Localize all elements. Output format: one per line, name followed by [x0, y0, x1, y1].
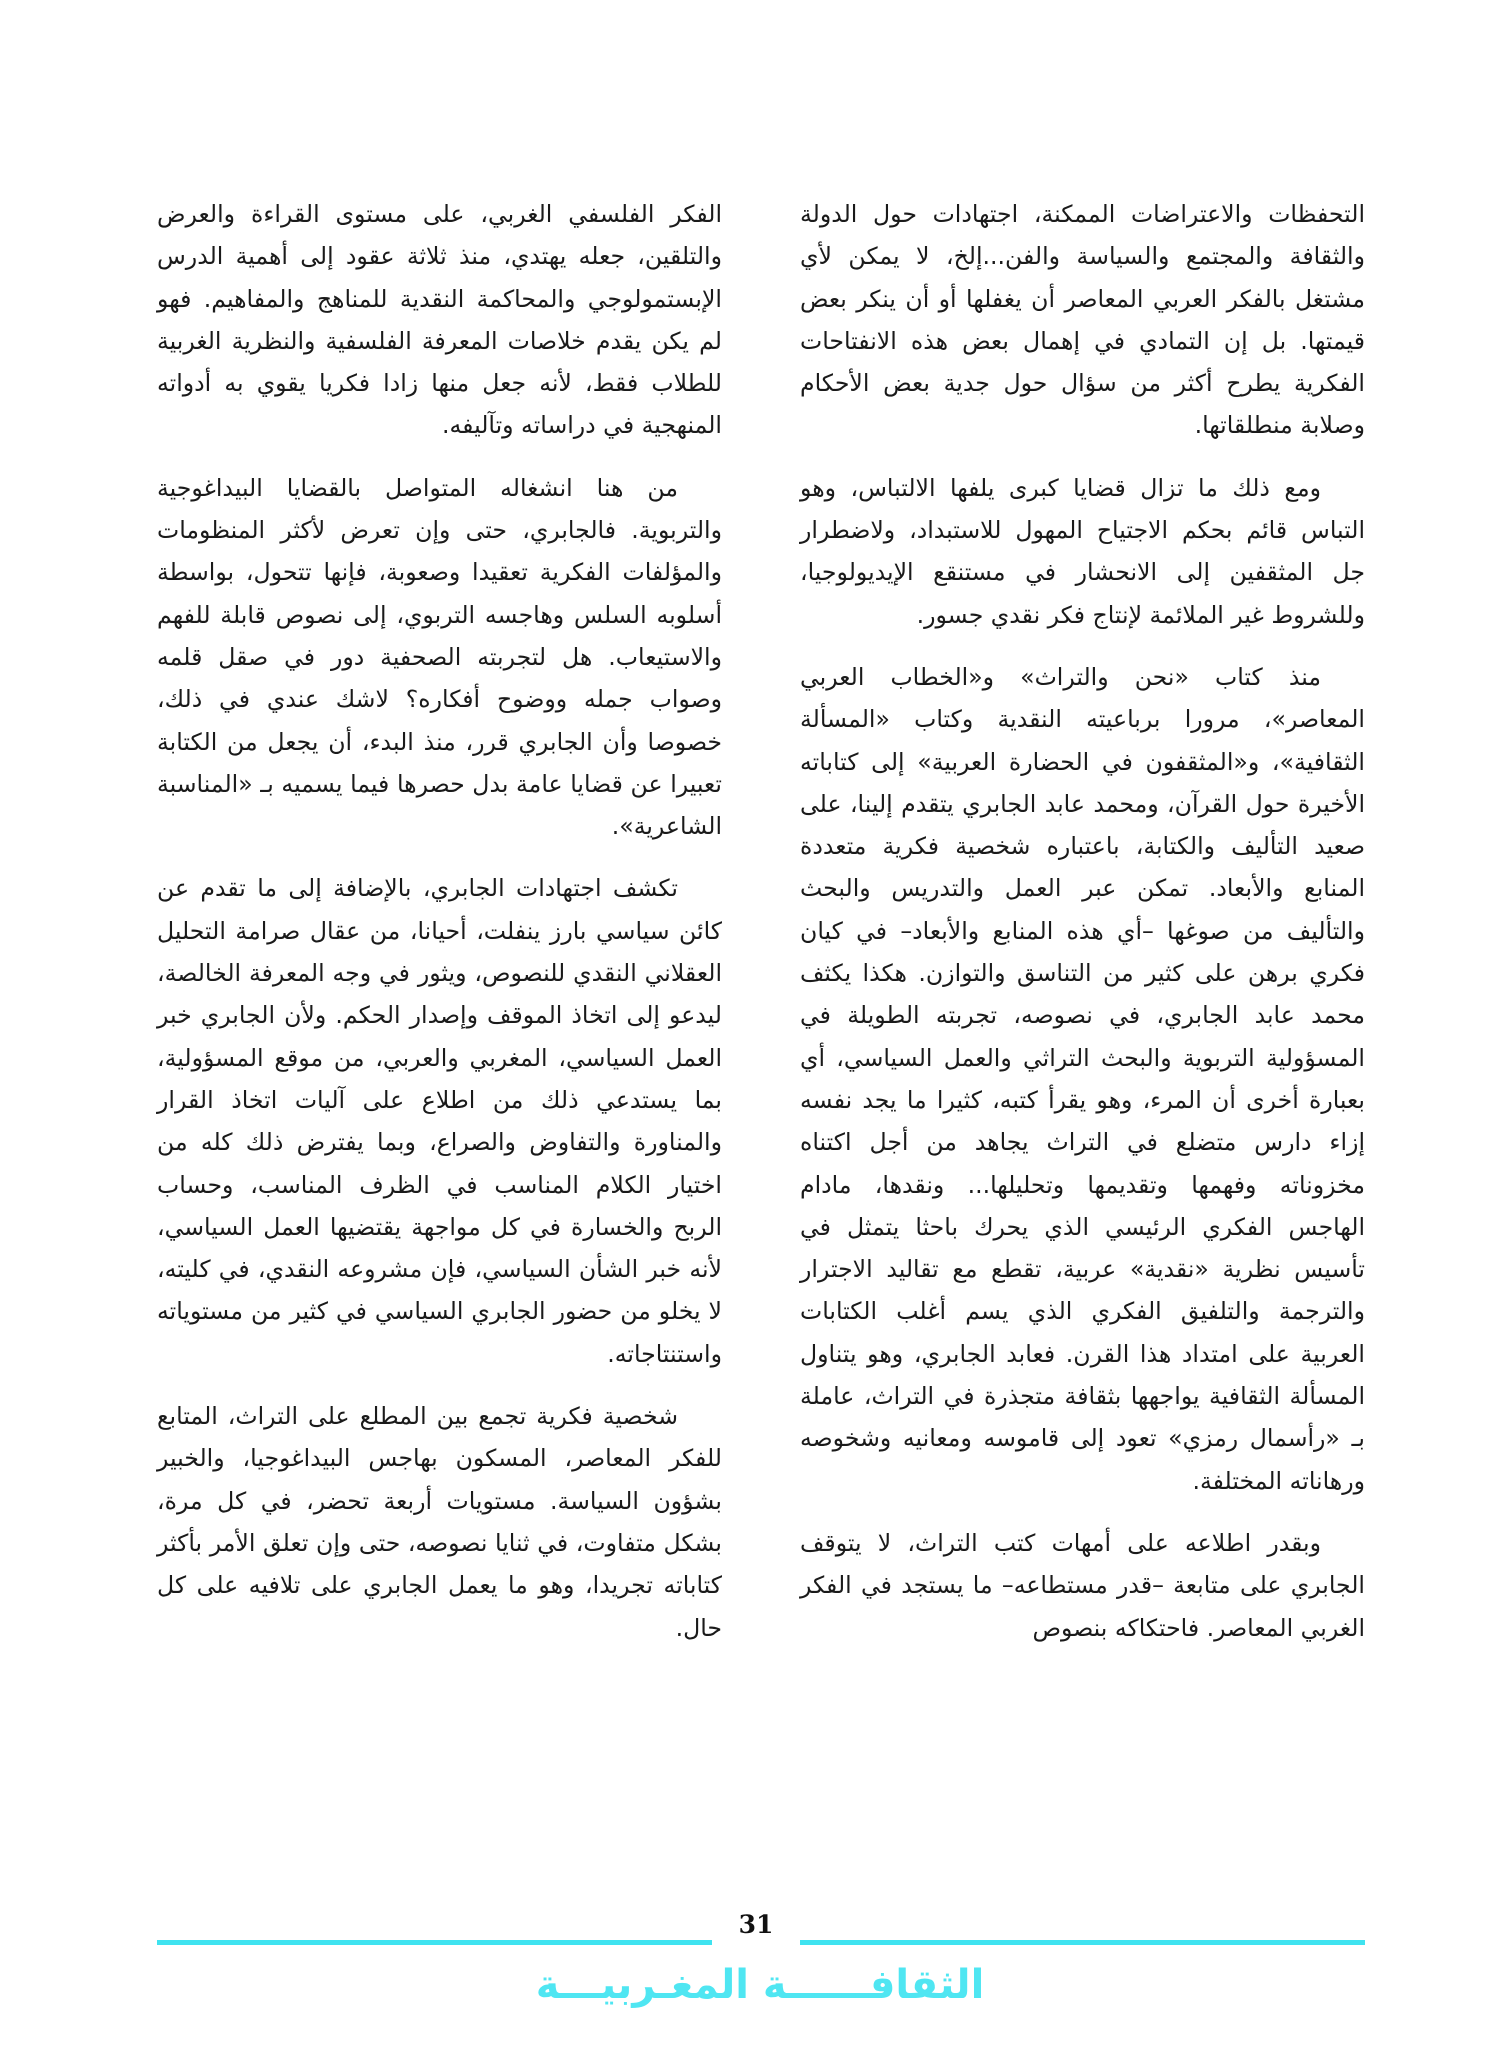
paragraph: ومع ذلك ما تزال قضايا كبرى يلفها الالتباس، وهو التباس قائم بحكم الاجتياح المهول للاستبداد، ولاضطرار جل المثقفين إلى الانحشار في مستنقع الإيديولوجيا، وللشروط غير الملائمة لإنتاج فكر نقدي جسور.: [800, 473, 1365, 629]
magazine-title: الثقافــــــة المغـربيـــة: [535, 1962, 985, 2008]
paragraph: التحفظات والاعتراضات الممكنة، اجتهادات حول الدولة والثقافة والمجتمع والسياسة والفن...إلخ، لا يمكن لأي مشتغل بالفكر العربي المعاصر أن يغفلها أو أن ينكر بعض قيمتها. بل إن التمادي في إهمال بعض هذه الانفتاحات الفكرية يطرح أكثر من سؤال حول جدية بعض الأحكام وصلابة منطلقاتها.: [800, 200, 1365, 440]
paragraph: تكشف اجتهادات الجابري، بالإضافة إلى ما تقدم عن كائن سياسي بارز ينفلت، أحيانا، من عقال صرامة التحليل العقلاني النقدي للنصوص، ويثور في وجه المعرفة الخالصة، ليدعو إلى اتخاذ الموقف وإصدار الحكم. ولأن الجابري خبر العمل السياسي، المغربي والعربي، من موقع المسؤولية، بما يستدعي ذلك من اطلاع على آليات اتخاذ القرار والمناورة والتفاوض والصراع، وبما يفترض ذلك كله من اختيار الكلام المناسب في الظرف المناسب، وحساب الربح والخسارة في كل مواجهة يقتضيها العمل السياسي، لأنه خبر الشأن السياسي، فإن مشروعه النقدي، في كليته، لا يخلو من حضور الجابري السياسي في كثير من مستوياته واستنتاجاته.: [157, 874, 722, 1368]
paragraph: منذ كتاب «نحن والتراث» و«الخطاب العربي المعاصر»، مرورا برباعيته النقدية وكتاب «المسألة الثقافية»، و«المثقفون في الحضارة العربية» إلى كتاباته الأخيرة حول القرآن، ومحمد عابد الجابري يتقدم إلينا، على صعيد التأليف والكتابة، باعتباره شخصية فكرية متعددة المنابع والأبعاد. تمكن عبر العمل والتدريس والبحث والتأليف من صوغها –أي هذه المنابع والأبعاد– في كيان فكري برهن على كثير من التناسق والتوازن. هكذا يكثف محمد عابد الجابري، في نصوصه، تجربته الطويلة في المسؤولية التربوية والبحث التراثي والعمل السياسي، أي بعبارة أخرى أن المرء، وهو يقرأ كتبه، كثيرا ما يجد نفسه إزاء دارس متضلع في التراث يجاهد من أجل اكتناه مخزوناته وفهمها وتقديمها وتحليلها... ونقدها، مادام الهاجس الفكري الرئيسي الذي يحرك باحثا يتمثل في تأسيس نظرية «نقدية» عربية، تقطع مع تقاليد الاجترار والترجمة والتلفيق الفكري الذي يسم أغلب الكتابات العربية على امتداد هذا القرن. فعابد الجابري، وهو يتناول المسألة الثقافية يواجهها بثقافة متجذرة في التراث، عاملة بـ «رأسمال رمزي» تعود إلى قاموسه ومعانيه وشخوصه ورهاناته المختلفة.: [800, 662, 1365, 1495]
right-text-column: [800, 193, 1365, 1669]
paragraph: الفكر الفلسفي الغربي، على مستوى القراءة والعرض والتلقين، جعله يهتدي، منذ ثلاثة عقود إلى أهمية الدرس الإبستمولوجي والمحاكمة النقدية للمناهج والمفاهيم. فهو لم يكن يقدم خلاصات المعرفة الفلسفية والنظرية الغربية للطلاب فقط، لأنه جعل منها زادا فكريا يقوي به أدواته المنهجية في دراساته وتآليفه.: [157, 200, 722, 440]
page-number: 31: [738, 1910, 774, 1939]
paragraph: وبقدر اطلاعه على أمهات كتب التراث، لا يتوقف الجابري على متابعة –قدر مستطاعه– ما يستجد في الفكر الغربي المعاصر. فاحتكاكه بنصوص: [800, 1528, 1365, 1642]
footer-rule-right: [800, 1940, 1365, 1945]
paragraph: من هنا انشغاله المتواصل بالقضايا البيداغوجية والتربوية. فالجابري، حتى وإن تعرض لأكثر المنظومات والمؤلفات الفكرية تعقيدا وصعوبة، فإنها تتحول، بواسطة أسلوبه السلس وهاجسه التربوي، إلى نصوص قابلة للفهم والاستيعاب. هل لتجربته الصحفية دور في صقل قلمه وصواب جمله ووضوح أفكاره؟ لاشك عندي في ذلك، خصوصا وأن الجابري قرر، منذ البدء، أن يجعل من الكتابة تعبيرا عن قضايا عامة بدل حصرها فيما يسميه بـ «المناسبة الشاعرية».: [157, 473, 722, 841]
left-text-column: [157, 193, 722, 1669]
paragraph: شخصية فكرية تجمع بين المطلع على التراث، المتابع للفكر المعاصر، المسكون بهاجس البيداغوجيا، والخبير بشؤون السياسة. مستويات أربعة تحضر، في كل مرة، بشكل متفاوت، في ثنايا نصوصه، حتى وإن تعلق الأمر بأكثر كتاباته تجريدا، وهو ما يعمل الجابري على تلافيه على كل حال.: [157, 1402, 722, 1642]
footer-rule-left: [157, 1940, 712, 1945]
